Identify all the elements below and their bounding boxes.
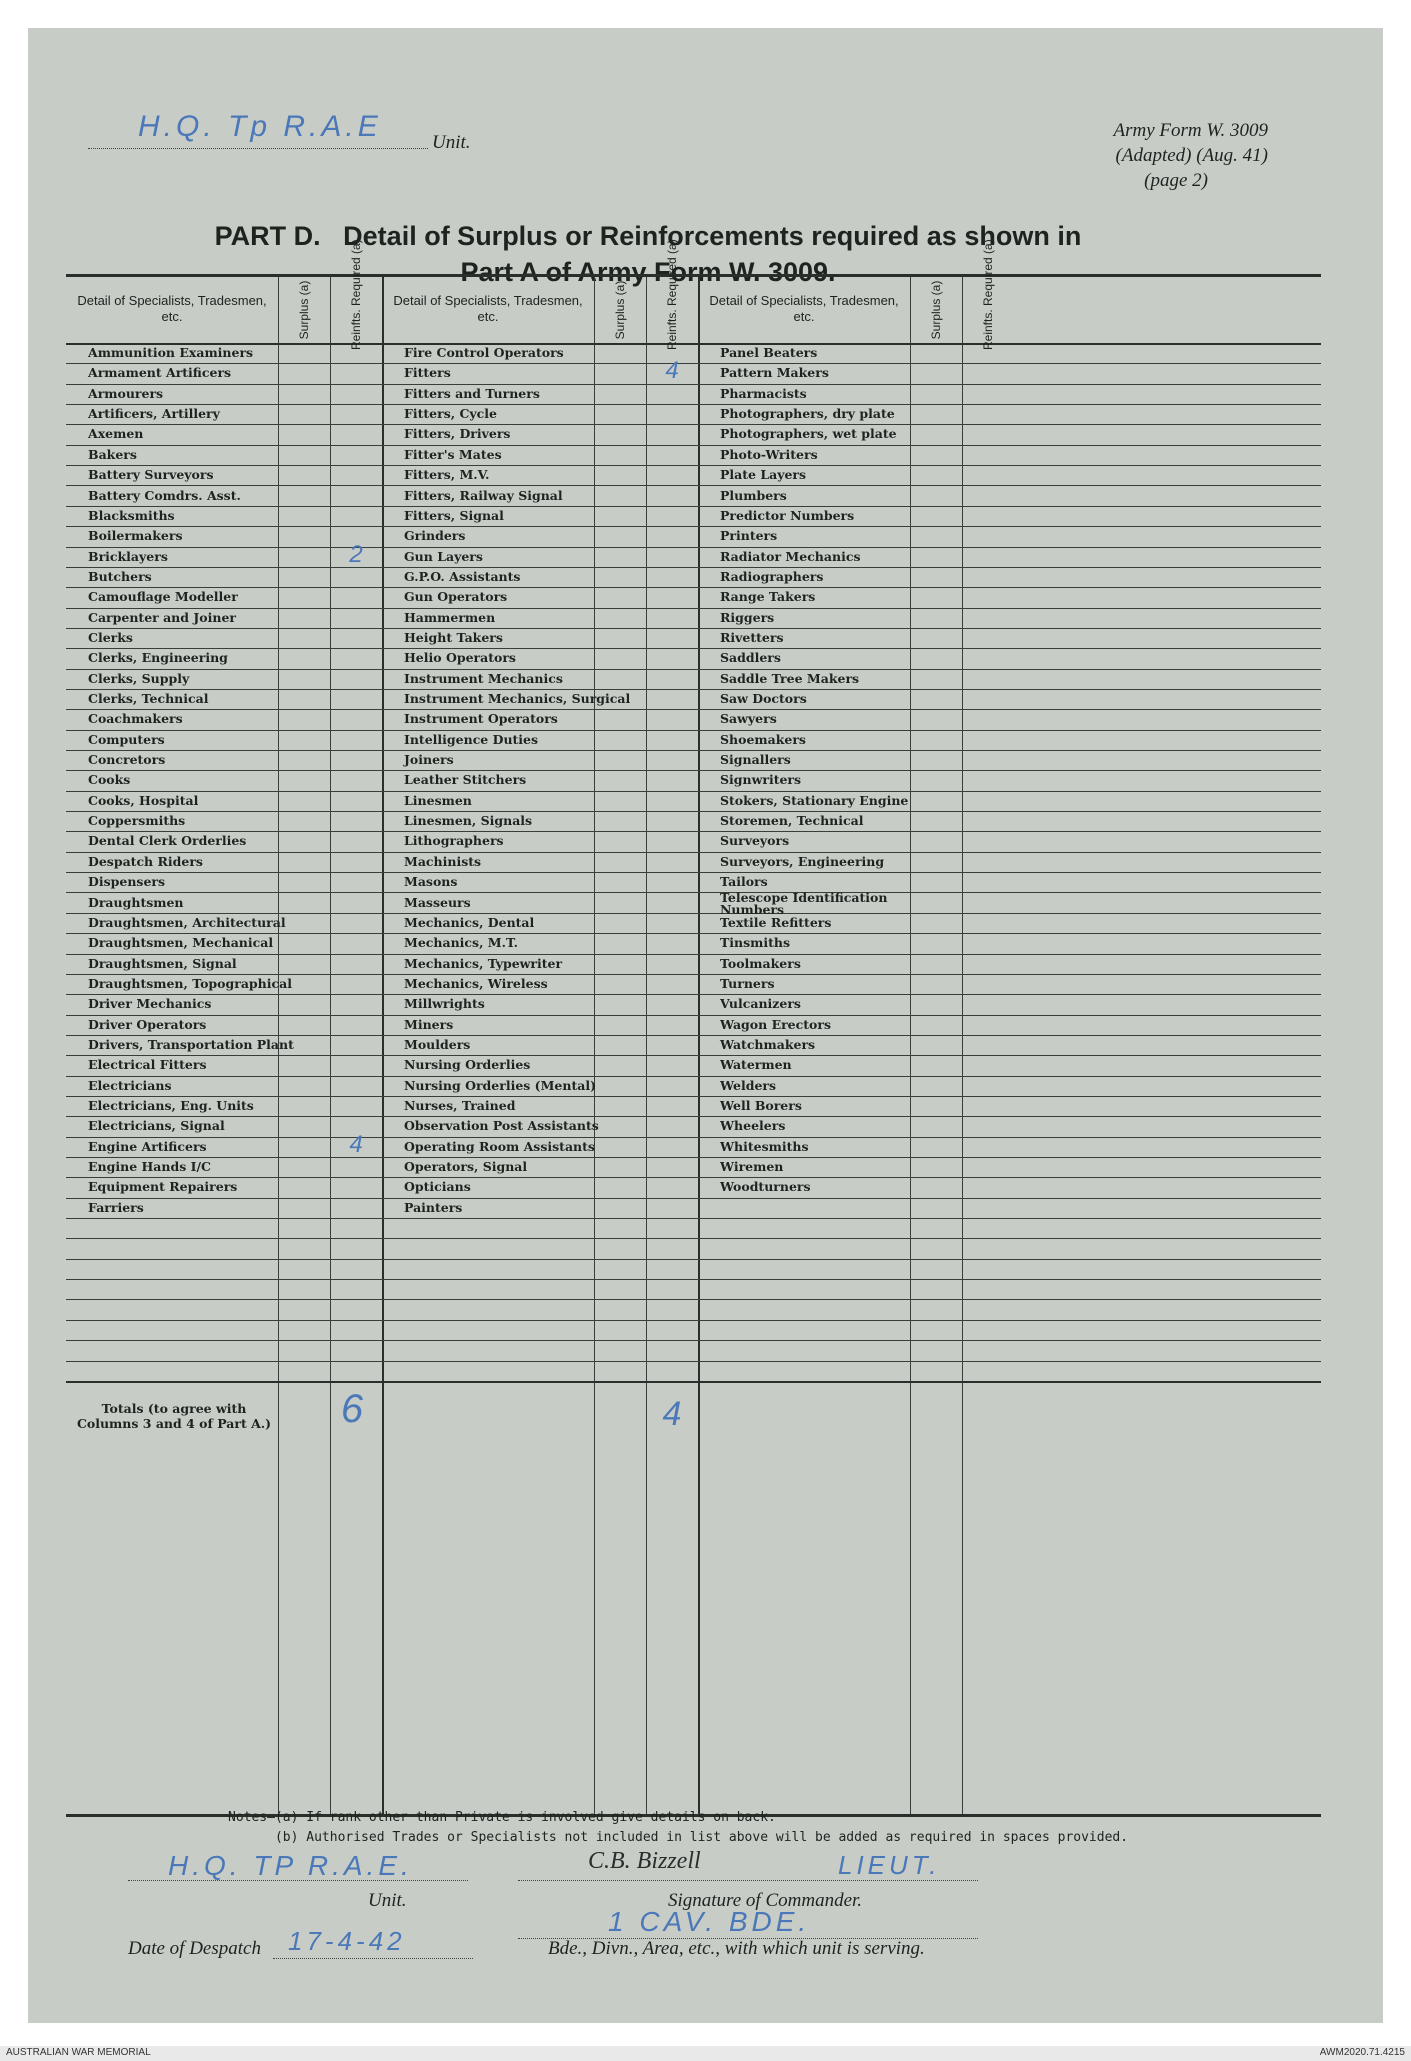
trade-label: Clerks, Supply [88,670,190,686]
trade-label: Whitesmiths [720,1138,809,1154]
totals-rule [66,1381,1321,1383]
signature-label: Signature of Commander. [668,1890,863,1911]
unit-label: Unit. [432,132,471,153]
trade-label: Ammunition Examiners [88,345,254,360]
trade-label: Turners [720,975,775,991]
trade-label: Farriers [88,1199,144,1215]
trade-label: Riggers [720,609,775,625]
trade-label: Armourers [88,385,164,401]
trade-label: Camouflage Modeller [88,589,238,605]
trade-label: Grinders [404,528,466,544]
trade-label: Draughtsmen, Topographical [88,975,292,991]
row-rule [66,1015,1321,1016]
despatch-value: 17-4-42 [288,1926,406,1956]
trade-label: Instrument Operators [404,711,558,727]
trade-label: Fitters and Turners [404,385,540,401]
trade-label: Fitters, M.V. [404,467,490,483]
trade-label: Photographers, wet plate [720,426,897,442]
trade-label: Fitters, Drivers [404,426,511,442]
row-rule [66,1238,1321,1239]
header-detail: Detail of Specialists, Tradesmen, etc. [709,293,899,324]
trade-label: Saddle Tree Makers [720,670,860,686]
trade-label: Operating Room Assistants [404,1138,595,1154]
header-surplus: Surplus (a) [929,280,943,340]
trade-label: Toolmakers [720,955,801,971]
row-rule [66,1299,1321,1300]
trade-label: Fitter's Mates [404,446,502,462]
footer-right: AWM2020.71.4215 [1319,2047,1405,2058]
row-rule [66,1259,1321,1260]
trade-label: Battery Comdrs. Asst. [88,487,241,503]
row-rule [66,1076,1321,1077]
row-rule [66,465,1321,466]
row-rule [66,750,1321,751]
row-rule [66,974,1321,975]
trade-label: Signallers [720,752,791,767]
unit-value: H.Q. Tp R.A.E [138,110,382,143]
trade-label: Gun Operators [404,589,508,605]
row-rule [66,1096,1321,1097]
title-line2: Part A of Army Form W. 3009. [460,257,836,287]
trade-label: Shoemakers [720,731,806,747]
trade-label: Wagon Erectors [720,1016,831,1032]
row-rule [66,506,1321,507]
total-reinfts-col1: 6 [340,1386,364,1431]
trade-label: Linesmen, Signals [404,813,533,828]
trade-label: Electricians [88,1077,172,1093]
trade-label: Linesmen [404,792,472,808]
trade-label: Mechanics, Wireless [404,975,548,991]
form-reference [1008,118,1268,193]
row-rule [66,933,1321,934]
form-ref-line3: (page 2) [1144,170,1208,191]
title-line1: PART D. Detail of Surplus or Reinforcements required as shown in [214,221,1082,251]
trade-label: Plate Layers [720,467,807,483]
rank-value: LIEUT. [838,1850,941,1880]
row-rule [66,1035,1321,1036]
trade-label: Driver Operators [88,1016,207,1032]
trade-label: Draughtsmen, Architectural [88,914,286,930]
row-rule [66,404,1321,405]
trade-label: Painters [404,1199,463,1215]
trade-label: Bakers [88,446,137,462]
trade-label: Dental Clerk Orderlies [88,833,247,849]
row-rule [66,445,1321,446]
signature-value: C.B. Bizzell [588,1848,701,1874]
trade-label: Fitters, Cycle [404,406,497,422]
trade-label: Vulcanizers [720,996,801,1012]
form-ref-line2: (Adapted) (Aug. 41) [1115,145,1268,166]
bde-value: 1 CAV. BDE. [608,1906,811,1937]
trade-label: Fitters, Railway Signal [404,487,563,503]
trade-label: Fitters, Signal [404,507,504,523]
trade-label: Pattern Makers [720,365,829,381]
trade-label: Intelligence Duties [404,731,539,747]
trade-label: Axemen [88,426,144,442]
row-rule [66,547,1321,548]
trade-label: Wiremen [720,1159,784,1174]
trade-label: Saw Doctors [720,691,807,706]
trade-label: Battery Surveyors [88,467,214,483]
column-divider [594,277,595,1814]
trade-label: Coppersmiths [88,813,186,828]
trade-label: Miners [404,1016,454,1032]
row-rule [66,567,1321,568]
trade-label: Draughtsmen, Mechanical [88,935,274,951]
trade-label: Fire Control Operators [404,345,564,360]
archive-footer [0,2046,1411,2061]
trade-label: Helio Operators [404,650,516,666]
reinfts-value: 4 [665,357,679,385]
trade-label: Photographers, dry plate [720,406,895,422]
row-rule [66,669,1321,670]
row-rule [66,587,1321,588]
row-rule [66,608,1321,609]
header-detail: Detail of Specialists, Tradesmen, etc. [77,293,267,324]
header-detail: Detail of Specialists, Tradesmen, etc. [393,293,583,324]
trade-label: Range Takers [720,589,816,605]
trade-label: Joiners [404,752,454,767]
row-rule [66,628,1321,629]
trade-label: G.P.O. Assistants [404,568,521,584]
trade-label: Draughtsmen, Signal [88,955,237,971]
trade-label: Welders [720,1077,777,1093]
trade-label: Instrument Mechanics [404,670,563,686]
trade-label: Drivers, Transportation Plant [88,1036,294,1052]
header-surplus: Surplus (a) [297,280,311,340]
signoff-unit-value: H.Q. TP R.A.E. [168,1850,413,1881]
trade-label: Radiator Mechanics [720,548,861,564]
trade-label: Bricklayers [88,548,168,564]
trade-label: Clerks [88,629,133,645]
row-rule [66,689,1321,690]
note-a: Notes—(a) If rank other than Private is involved give details on back. [228,1810,776,1825]
trade-label: Clerks, Engineering [88,650,228,666]
trade-label: Surveyors, Engineering [720,853,885,869]
trade-label: Telescope Identification Numbers [720,889,888,917]
row-rule [66,892,1321,893]
trade-label: Tinsmiths [720,935,791,951]
trade-label: Stokers, Stationary Engine [720,792,909,808]
trade-label: Woodturners [720,1179,811,1195]
trade-label: Millwrights [404,996,485,1012]
trade-label: Masseurs [404,894,471,910]
trade-label: Mechanics, M.T. [404,935,519,951]
trade-label: Rivetters [720,629,784,645]
row-rule [66,770,1321,771]
trade-label: Computers [88,731,165,747]
trade-label: Cooks [88,772,131,788]
trade-label: Draughtsmen [88,894,184,910]
trade-label: Hammermen [404,609,496,625]
trade-label: Lithographers [404,833,504,849]
trade-label: Artificers, Artillery [88,406,220,422]
trade-label: Electricians, Eng. Units [88,1098,254,1113]
trade-label: Predictor Numbers [720,507,855,523]
trade-label: Pharmacists [720,385,807,401]
row-rule [66,1361,1321,1362]
trade-label: Nursing Orderlies [404,1057,531,1073]
row-rule [66,1320,1321,1321]
trade-label: Cooks, Hospital [88,792,199,808]
trade-label: Tailors [720,874,768,890]
row-rule [66,791,1321,792]
row-rule [66,1198,1321,1199]
row-rule [66,831,1321,832]
row-rule [66,709,1321,710]
trade-label: Butchers [88,568,152,584]
trade-label: Wheelers [720,1118,786,1134]
trade-label: Despatch Riders [88,853,203,869]
row-rule [66,954,1321,955]
note-b: (b) Authorised Trades or Specialists not included in list above will be added as required in spaces provided. [228,1830,1129,1845]
trade-label: Mechanics, Dental [404,914,535,930]
trade-label: Masons [404,874,458,890]
trade-label: Height Takers [404,629,503,645]
trade-label: Engine Hands I/C [88,1159,211,1174]
row-rule [66,1157,1321,1158]
row-rule [66,1340,1321,1341]
trade-label: Carpenter and Joiner [88,609,236,625]
header-surplus: Surplus (a) [613,280,627,340]
column-divider [646,277,647,1814]
trade-label: Nurses, Trained [404,1098,516,1113]
trade-label: Textile Refitters [720,914,832,930]
notes [228,1808,1128,1848]
signoff-unit-label: Unit. [368,1890,407,1911]
row-rule [66,1177,1321,1178]
trade-label: Engine Artificers [88,1138,207,1154]
reinfts-value: 4 [349,1130,363,1158]
trade-label: Armament Artificers [88,365,232,381]
trade-label: Saddlers [720,650,781,666]
trade-label: Radiographers [720,568,824,584]
header-reinfts-required: Reinfts. Required (a) [981,239,995,350]
row-rule [66,1137,1321,1138]
row-rule [66,730,1321,731]
despatch-label: Date of Despatch [128,1938,261,1959]
totals-label: Totals (to agree with Columns 3 and 4 of Part A.) [76,1400,272,1431]
row-rule [66,1218,1321,1219]
row-rule [66,1055,1321,1056]
trade-label: Operators, Signal [404,1159,528,1174]
trade-label: Storemen, Technical [720,813,864,828]
trade-label: Dispensers [88,874,166,890]
header-rule [66,343,1321,345]
row-rule [66,811,1321,812]
column-divider [910,277,911,1814]
form-ref-line1: Army Form W. 3009 [1113,120,1268,141]
trade-label: Fitters [404,365,451,381]
trade-label: Boilermakers [88,528,183,544]
bde-label: Bde., Divn., Area, etc., with which unit is serving. [548,1938,925,1959]
trade-label: Coachmakers [88,711,183,727]
reinfts-value: 2 [349,540,363,568]
row-rule [66,994,1321,995]
trade-label: Leather Stitchers [404,772,527,788]
trade-label: Watchmakers [720,1036,816,1052]
trade-label: Opticians [404,1179,471,1195]
trade-label: Photo-Writers [720,446,818,462]
trade-label: Printers [720,528,778,544]
group-divider [382,277,384,1814]
trade-label: Blacksmiths [88,507,175,523]
trade-label: Signwriters [720,772,802,788]
trade-label: Driver Mechanics [88,996,212,1012]
trade-label: Plumbers [720,487,787,503]
trade-label: Electricians, Signal [88,1118,225,1134]
row-rule [66,1116,1321,1117]
row-rule [66,526,1321,527]
trade-label: Gun Layers [404,548,483,564]
trade-label: Panel Beaters [720,345,818,360]
form-sheet [28,28,1383,2023]
trade-label: Moulders [404,1036,471,1052]
header-reinfts-required: Reinfts. Required (a) [665,239,679,350]
row-rule [66,872,1321,873]
footer-left: AUSTRALIAN WAR MEMORIAL [6,2047,151,2058]
header-reinfts-required: Reinfts. Required (a) [349,239,363,350]
group-divider [698,277,700,1814]
row-rule [66,1279,1321,1280]
trade-label: Nursing Orderlies (Mental) [404,1077,596,1093]
row-rule [66,424,1321,425]
row-rule [66,852,1321,853]
trade-label: Watermen [720,1057,792,1073]
trade-label: Clerks, Technical [88,691,209,706]
trade-label: Well Borers [720,1098,802,1113]
total-reinfts-col2: 4 [662,1394,682,1433]
trade-label: Instrument Mechanics, Surgical [404,691,631,706]
column-divider [330,277,331,1814]
trade-label: Equipment Repairers [88,1179,238,1195]
trade-label: Concretors [88,752,166,767]
row-rule [66,485,1321,486]
trade-label: Mechanics, Typewriter [404,955,563,971]
trade-label: Machinists [404,853,482,869]
row-rule [66,648,1321,649]
trade-label: Electrical Fitters [88,1057,207,1073]
trade-label: Surveyors [720,833,790,849]
trade-label: Sawyers [720,711,777,727]
column-divider [962,277,963,1814]
trade-label: Observation Post Assistants [404,1118,599,1134]
